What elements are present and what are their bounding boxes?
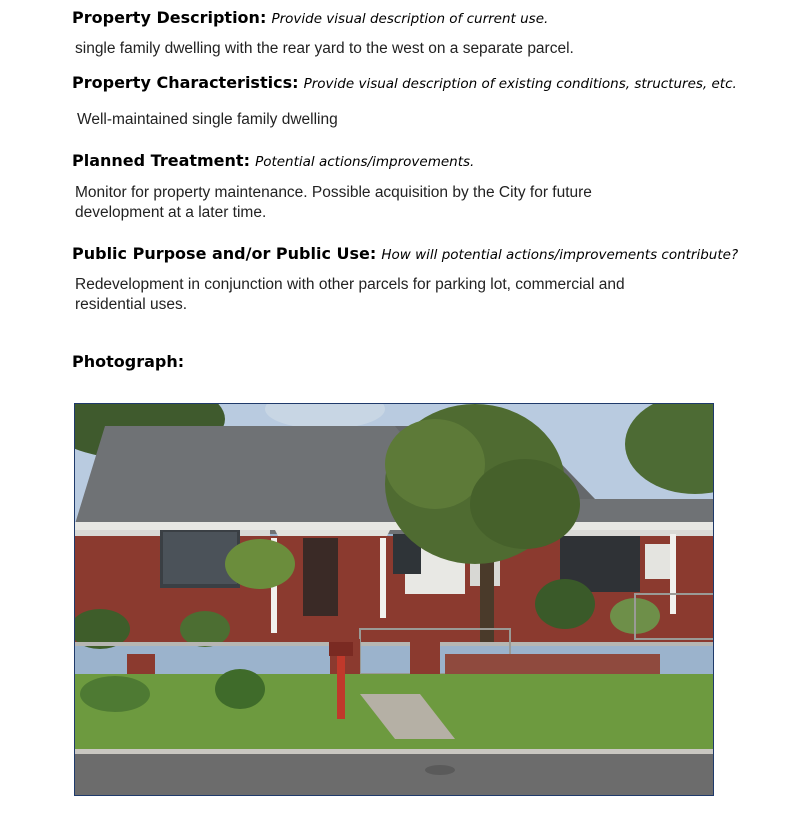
planned-treatment-text: Monitor for property maintenance. Possible acquisition by the City for future development at a later time. <box>75 184 592 221</box>
photograph-label: Photograph: <box>72 352 185 371</box>
section-header-planned-treatment <box>72 151 474 170</box>
section-hint: How will potential actions/improvements contribute? <box>381 247 739 263</box>
section-header-public-purpose <box>72 244 738 263</box>
section-header-property-description <box>72 8 548 27</box>
section-title: Property Description: <box>72 8 267 27</box>
section-title: Property Characteristics: <box>72 73 299 92</box>
property-characteristics-text: Well-maintained single family dwelling <box>77 111 338 128</box>
section-hint: Provide visual description of existing conditions, structures, etc. <box>303 76 737 92</box>
house-photo-illustration <box>75 404 714 796</box>
public-purpose-text: Redevelopment in conjunction with other parcels for parking lot, commercial and residential uses. <box>75 276 625 313</box>
section-title: Public Purpose and/or Public Use: <box>72 244 377 263</box>
section-title: Planned Treatment: <box>72 151 250 170</box>
section-hint: Potential actions/improvements. <box>255 154 475 170</box>
property-photograph <box>74 403 714 796</box>
section-header-property-characteristics <box>72 73 737 92</box>
section-hint: Provide visual description of current use. <box>271 11 549 27</box>
property-description-text: single family dwelling with the rear yard to the west on a separate parcel. <box>75 40 574 57</box>
